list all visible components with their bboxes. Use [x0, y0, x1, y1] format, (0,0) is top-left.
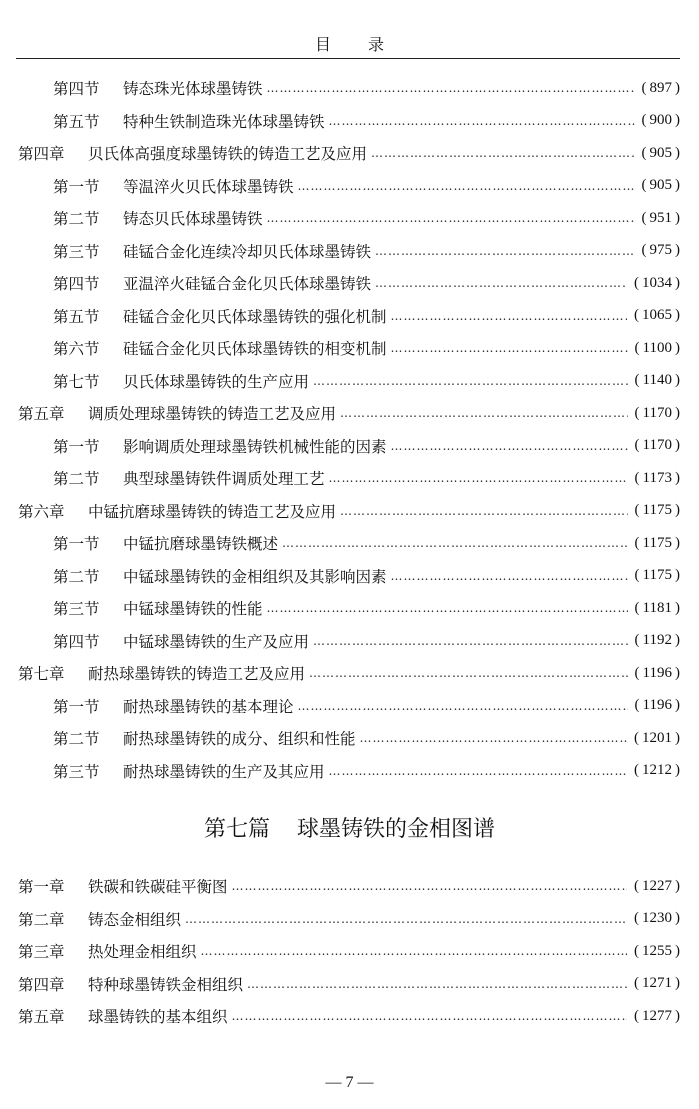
toc-entry-number: 第七章	[18, 665, 65, 683]
toc-entry-title: 热处理金相组织	[88, 943, 197, 961]
toc-entry-title: 铸态贝氏体球墨铸铁	[123, 210, 263, 228]
toc-entry-title: 耐热球墨铸铁的基本理论	[123, 697, 294, 716]
toc-entry-label	[0, 662, 305, 684]
toc-entry-page-value: 1230	[642, 910, 672, 926]
toc-entry-title: 中锰球墨铸铁的金相组织及其影响因素	[123, 567, 387, 586]
toc-entry-page-value: 1196	[642, 664, 672, 681]
toc-entry-page-value: 1227	[642, 877, 672, 894]
toc-entry-page-value: 1175	[642, 502, 672, 518]
toc-entry-page-value: 1212	[642, 762, 672, 778]
toc-entry-section	[0, 238, 699, 264]
toc-entry-title: 铁碳和铁碳硅平衡图	[88, 878, 228, 896]
toc-entry-chapter	[0, 498, 699, 524]
toc-entry-page-value: 1196	[642, 697, 672, 713]
toc-entry-label	[0, 272, 371, 294]
toc-entry-number: 第二节	[53, 730, 100, 748]
toc-entry-page: ( 1230 )	[634, 910, 680, 926]
toc-entry-chapter	[0, 938, 699, 964]
toc-entry-number: 第一节	[53, 177, 100, 196]
toc-entry-number: 第四章	[18, 145, 65, 163]
toc-entry-title: 硅锰合金化贝氏体球墨铸铁的强化机制	[123, 307, 387, 326]
toc-entry-number: 第二节	[53, 210, 100, 228]
toc-entry-label	[0, 940, 197, 962]
toc-leader-dots	[232, 879, 627, 893]
toc-entry-label	[0, 467, 325, 489]
toc-entry-label	[0, 240, 371, 262]
toc-entry-title: 铸态金相组织	[88, 910, 182, 929]
toc-entry-title: 影响调质处理球墨铸铁机械性能的因素	[123, 437, 387, 456]
toc-entry-page-value: 1175	[642, 567, 672, 583]
toc-leader-dots	[329, 764, 627, 778]
toc-entry-number: 第一节	[53, 697, 100, 716]
toc-entry-page: ( 1255 )	[634, 942, 680, 959]
toc-entry-page-value: 1170	[642, 437, 672, 453]
toc-entry-label	[0, 875, 228, 897]
toc-entry-page: ( 1175 )	[634, 502, 680, 518]
toc-entry-title: 特种生铁制造珠光体球墨铸铁	[123, 112, 325, 131]
toc-entry-label	[0, 77, 263, 99]
toc-leader-dots	[391, 341, 628, 355]
toc-entry-chapter	[0, 400, 699, 426]
toc-entry-page: ( 1173 )	[634, 469, 680, 486]
toc-entry-title: 中锰抗磨球墨铸铁概述	[123, 535, 279, 553]
toc-entry-title: 硅锰合金化连续冷却贝氏体球墨铸铁	[123, 242, 372, 261]
toc-entry-section	[0, 465, 699, 491]
toc-entry-page: ( 1271 )	[634, 975, 680, 991]
toc-entry-title: 耐热球墨铸铁的成分、组织和性能	[123, 730, 356, 748]
toc-entry-section	[0, 270, 699, 296]
toc-entry-section	[0, 75, 699, 101]
toc-entry-page-value: 905	[649, 177, 672, 193]
toc-entry-page: ( 1034 )	[634, 274, 680, 291]
toc-leader-dots	[313, 374, 628, 388]
toc-entry-number: 第四章	[18, 975, 65, 994]
running-header: 目 录	[314, 35, 401, 54]
toc-entry-page: ( 1175 )	[634, 567, 680, 583]
toc-entry-number: 第一节	[53, 535, 100, 553]
toc-leader-dots	[391, 569, 628, 583]
toc-entry-number: 第四节	[53, 275, 100, 293]
toc-leader-dots	[375, 244, 634, 258]
toc-entry-page: ( 1201 )	[634, 729, 680, 746]
toc-entry-section	[0, 758, 699, 784]
toc-leader-dots	[391, 439, 628, 453]
toc-leader-dots	[391, 309, 627, 323]
toc-entry-page: ( 1212 )	[634, 762, 680, 778]
toc-entry-page-value: 1175	[642, 534, 672, 551]
toc-entry-chapter	[0, 873, 699, 899]
toc-entry-section	[0, 433, 699, 459]
toc-entry-number: 第三章	[18, 943, 65, 961]
toc-entry-label	[0, 370, 309, 392]
toc-entry-title: 耐热球墨铸铁的铸造工艺及应用	[88, 665, 306, 683]
toc-leader-dots	[298, 699, 628, 713]
toc-leader-dots	[313, 634, 628, 648]
toc-entry-number: 第二节	[53, 567, 100, 586]
toc-entry-number: 第五节	[53, 307, 100, 326]
toc-entry-label	[0, 1005, 228, 1027]
toc-entry-number: 第五章	[18, 405, 65, 423]
toc-leader-dots	[340, 406, 628, 420]
toc-entry-number: 第二节	[53, 470, 100, 488]
toc-entry-chapter	[0, 971, 699, 997]
toc-leader-dots	[201, 944, 627, 958]
toc-leader-dots	[340, 504, 628, 518]
toc-entry-label	[0, 695, 294, 717]
toc-entry-title: 贝氏体球墨铸铁的生产应用	[123, 372, 310, 391]
toc-entry-page-value: 897	[649, 79, 672, 96]
toc-entry-number: 第二章	[18, 910, 65, 929]
toc-entry-page-value: 1181	[642, 599, 672, 616]
toc-entry-title: 等温淬火贝氏体球墨铸铁	[123, 177, 294, 196]
toc-entry-label	[0, 110, 325, 132]
toc-entry-number: 第六章	[18, 502, 65, 521]
toc-entry-page-value: 951	[649, 209, 672, 226]
toc-entry-number: 第六节	[53, 340, 100, 358]
toc-leader-dots	[247, 977, 627, 991]
toc-entry-chapter	[0, 140, 699, 166]
toc-entry-title: 铸态珠光体球墨铸铁	[123, 80, 263, 98]
toc-entry-number: 第四节	[53, 80, 100, 98]
toc-entry-number: 第三节	[53, 762, 100, 781]
toc-entry-number: 第三节	[53, 600, 100, 618]
toc-entry-page-value: 1255	[642, 942, 672, 959]
toc-entry-label	[0, 500, 336, 522]
toc-entry-page: ( 900 )	[641, 112, 680, 128]
toc-entry-title: 中锰球墨铸铁的生产及应用	[123, 632, 310, 651]
toc-entry-label	[0, 337, 387, 359]
toc-entry-page: ( 1192 )	[634, 632, 680, 648]
toc-entry-chapter	[0, 660, 699, 686]
toc-leader-dots	[298, 179, 635, 193]
toc-entry-label	[0, 532, 278, 554]
toc-leader-dots	[360, 731, 627, 745]
toc-entry-page: ( 1175 )	[634, 534, 680, 551]
toc-entry-section	[0, 173, 699, 199]
toc-entry-section	[0, 303, 699, 329]
toc-entry-page: ( 1140 )	[634, 372, 680, 388]
toc-entry-number: 第三节	[53, 242, 100, 261]
toc-entry-section	[0, 368, 699, 394]
toc-leader-dots	[309, 666, 628, 680]
toc-entry-title: 贝氏体高强度球墨铸铁的铸造工艺及应用	[88, 145, 368, 163]
toc-entry-number: 第一章	[18, 878, 65, 896]
toc-leader-dots	[329, 114, 635, 128]
toc-leader-dots	[267, 601, 628, 615]
toc-leader-dots	[371, 146, 634, 160]
toc-entry-chapter	[0, 1003, 699, 1029]
toc-entry-page: ( 975 )	[641, 242, 680, 258]
toc-entry-label	[0, 402, 336, 424]
toc-entry-label	[0, 597, 263, 619]
toc-entry-chapter	[0, 906, 699, 932]
toc-entry-page-value: 1192	[642, 632, 672, 648]
toc-entry-page-value: 1034	[642, 274, 672, 291]
toc-leader-dots	[267, 211, 635, 225]
toc-entry-page-value: 1170	[642, 404, 672, 421]
toc-entry-title: 耐热球墨铸铁的生产及其应用	[123, 762, 325, 781]
toc-entry-label	[0, 175, 294, 197]
toc-entry-label	[0, 630, 309, 652]
toc-entry-label	[0, 760, 325, 782]
toc-entry-section	[0, 205, 699, 231]
toc-entry-label	[0, 973, 243, 995]
toc-entry-page-value: 975	[649, 242, 672, 258]
toc-entry-section	[0, 628, 699, 654]
toc-entry-page: ( 905 )	[641, 144, 680, 161]
toc-entry-page: ( 897 )	[641, 79, 680, 96]
toc-leader-dots	[185, 912, 627, 926]
toc-entry-title: 球墨铸铁的基本组织	[88, 1008, 228, 1026]
toc-entry-page-value: 1277	[642, 1007, 672, 1024]
toc-entry-page: ( 951 )	[641, 209, 680, 226]
toc-entry-title: 中锰球墨铸铁的性能	[123, 600, 263, 618]
toc-entry-number: 第五章	[18, 1008, 65, 1026]
toc-entry-page: ( 1196 )	[634, 697, 680, 713]
toc-entry-page: ( 1196 )	[634, 664, 680, 681]
toc-entry-number: 第一节	[53, 437, 100, 456]
toc-entry-title: 硅锰合金化贝氏体球墨铸铁的相变机制	[123, 340, 387, 358]
toc-entry-section	[0, 108, 699, 134]
page-number: — 7 —	[325, 1074, 374, 1091]
toc-leader-dots	[329, 471, 628, 485]
toc-entry-section	[0, 725, 699, 751]
toc-entry-page: ( 1065 )	[634, 307, 680, 323]
toc-entry-label	[0, 435, 387, 457]
toc-entry-label	[0, 565, 387, 587]
toc-entry-number: 第五节	[53, 112, 100, 131]
toc-entry-page-value: 1173	[642, 469, 672, 486]
toc-entry-page-value: 1100	[642, 339, 672, 356]
toc-entry-page-value: 900	[649, 112, 672, 128]
toc-entry-page: ( 1277 )	[634, 1007, 680, 1024]
toc-entry-number: 第七节	[53, 372, 100, 391]
part-title: 第七篇 球墨铸铁的金相图谱	[204, 817, 495, 842]
toc-entry-page-value: 1140	[642, 372, 672, 388]
toc-entry-section	[0, 530, 699, 556]
toc-leader-dots	[375, 276, 627, 290]
toc-entry-page: ( 1227 )	[634, 877, 680, 894]
toc-entry-section	[0, 595, 699, 621]
toc-entry-title: 典型球墨铸铁件调质处理工艺	[123, 470, 325, 488]
toc-entry-page-value: 905	[649, 144, 672, 161]
toc-entry-number: 第四节	[53, 632, 100, 651]
toc-entry-label	[0, 207, 263, 229]
toc-leader-dots	[282, 536, 628, 550]
toc-entry-page-value: 1065	[642, 307, 672, 323]
toc-entry-title: 中锰抗磨球墨铸铁的铸造工艺及应用	[88, 502, 337, 521]
toc-entry-section	[0, 563, 699, 589]
toc-entry-section	[0, 335, 699, 361]
toc-entry-page: ( 905 )	[641, 177, 680, 193]
toc-entry-page-value: 1271	[642, 975, 672, 991]
toc-entry-page: ( 1100 )	[634, 339, 680, 356]
toc-leader-dots	[232, 1009, 627, 1023]
toc-entry-label	[0, 727, 356, 749]
toc-entry-label	[0, 142, 367, 164]
toc-entry-section	[0, 693, 699, 719]
toc-entry-title: 特种球墨铸铁金相组织	[88, 975, 244, 994]
toc-entry-page: ( 1181 )	[634, 599, 680, 616]
toc-leader-dots	[267, 81, 635, 95]
toc-entry-title: 调质处理球墨铸铁的铸造工艺及应用	[88, 405, 337, 423]
header-rule	[16, 58, 680, 59]
toc-entry-page: ( 1170 )	[634, 404, 680, 421]
toc-entry-page: ( 1170 )	[634, 437, 680, 453]
toc-entry-title: 亚温淬火硅锰合金化贝氏体球墨铸铁	[123, 275, 372, 293]
toc-entry-label	[0, 908, 181, 930]
toc-entry-label	[0, 305, 387, 327]
toc-entry-page-value: 1201	[642, 729, 672, 746]
